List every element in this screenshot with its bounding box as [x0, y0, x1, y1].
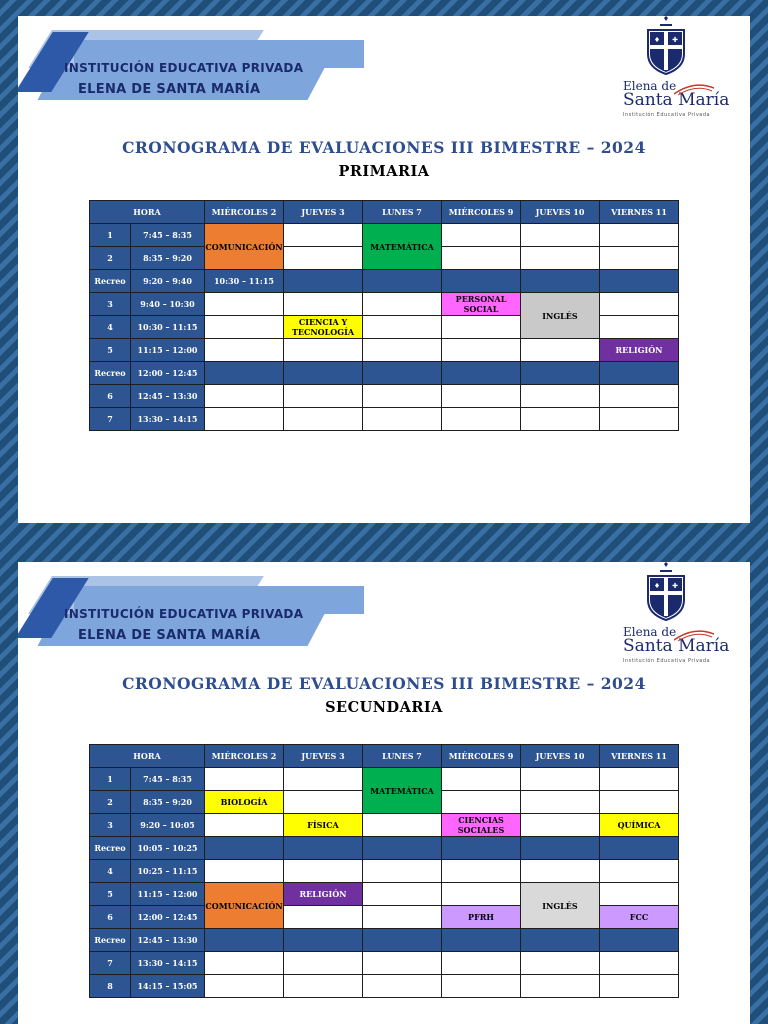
exam-cell: PFRH — [442, 906, 521, 929]
exam-cell: COMUNICACIÓN — [205, 883, 284, 929]
period-number: 4 — [90, 316, 131, 339]
empty-cell — [521, 791, 600, 814]
column-header: VIERNES 11 — [600, 745, 679, 768]
empty-cell — [521, 224, 600, 247]
empty-cell — [600, 224, 679, 247]
exam-cell: CIENCIA Y TECNOLOGÍA — [284, 316, 363, 339]
period-time: 7:45 – 8:35 — [131, 768, 205, 791]
table-row — [90, 339, 679, 362]
period-time: 9:20 – 9:40 — [131, 270, 205, 293]
empty-cell — [521, 860, 600, 883]
table-row — [90, 883, 679, 906]
column-header: LUNES 7 — [363, 745, 442, 768]
empty-cell — [442, 247, 521, 270]
school-name-line1: INSTITUCIÓN EDUCATIVA PRIVADA — [64, 61, 304, 75]
exam-cell: FCC — [600, 906, 679, 929]
period-time: 12:00 – 12:45 — [131, 362, 205, 385]
empty-cell — [205, 293, 284, 316]
table-row — [90, 975, 679, 998]
recess-row — [90, 837, 679, 860]
column-header: JUEVES 3 — [284, 201, 363, 224]
period-time: 9:40 – 10:30 — [131, 293, 205, 316]
period-time: 13:30 – 14:15 — [131, 952, 205, 975]
empty-cell — [521, 408, 600, 431]
empty-cell — [442, 339, 521, 362]
period-number: 2 — [90, 247, 131, 270]
empty-cell — [600, 768, 679, 791]
recess-label: Recreo — [90, 270, 131, 293]
period-time: 12:45 – 13:30 — [131, 929, 205, 952]
empty-cell — [284, 906, 363, 929]
empty-cell — [521, 247, 600, 270]
level-title: SECUNDARIA — [325, 699, 443, 716]
exam-cell: MATEMÁTICA — [363, 224, 442, 270]
period-time: 7:45 – 8:35 — [131, 224, 205, 247]
column-header: JUEVES 10 — [521, 201, 600, 224]
svg-text:✚: ✚ — [672, 36, 678, 44]
svg-text:♦: ♦ — [653, 582, 661, 590]
column-header: HORA — [90, 201, 205, 224]
period-number: 1 — [90, 768, 131, 791]
empty-cell — [363, 952, 442, 975]
logo-swoosh-icon — [674, 82, 714, 96]
column-header: JUEVES 10 — [521, 745, 600, 768]
period-time: 11:15 – 12:00 — [131, 883, 205, 906]
period-time: 14:15 – 15:05 — [131, 975, 205, 998]
empty-cell — [205, 768, 284, 791]
exam-cell: INGLÉS — [521, 293, 600, 339]
empty-cell — [442, 408, 521, 431]
column-header: MIÉRCOLES 2 — [205, 745, 284, 768]
empty-cell — [284, 293, 363, 316]
period-time: 8:35 – 9:20 — [131, 791, 205, 814]
table-header-row — [90, 745, 679, 768]
school-banner — [26, 22, 346, 102]
school-logo — [606, 16, 730, 126]
exam-cell: INGLÉS — [521, 883, 600, 929]
empty-cell — [284, 224, 363, 247]
schedule-title: CRONOGRAMA DE EVALUACIONES III BIMESTRE – 2024 — [122, 138, 646, 157]
empty-cell — [205, 814, 284, 837]
table-row — [90, 408, 679, 431]
recess-label: Recreo — [90, 837, 131, 860]
table-row — [90, 385, 679, 408]
period-number: 5 — [90, 339, 131, 362]
empty-cell — [600, 316, 679, 339]
period-time: 12:45 – 13:30 — [131, 385, 205, 408]
logo-swoosh-icon — [674, 628, 714, 642]
primaria-page — [18, 16, 750, 523]
logo-subtitle: Institución Educativa Privada — [623, 112, 711, 118]
exam-cell: QUÍMICA — [600, 814, 679, 837]
empty-cell — [521, 952, 600, 975]
level-title: PRIMARIA — [338, 163, 430, 180]
logo-name-line2: Santa María — [623, 636, 730, 656]
period-number: 5 — [90, 883, 131, 906]
empty-cell — [600, 883, 679, 906]
recess-label: Recreo — [90, 362, 131, 385]
empty-cell — [205, 952, 284, 975]
empty-cell — [284, 408, 363, 431]
primaria-schedule-table — [89, 200, 679, 431]
empty-cell — [363, 906, 442, 929]
school-logo — [606, 562, 730, 672]
shield-crest-icon — [606, 16, 726, 82]
column-header: JUEVES 3 — [284, 745, 363, 768]
empty-cell — [363, 975, 442, 998]
empty-cell — [205, 860, 284, 883]
shield-crest-icon — [606, 562, 726, 628]
empty-cell — [363, 339, 442, 362]
empty-cell — [205, 975, 284, 998]
empty-cell — [521, 814, 600, 837]
empty-cell — [284, 952, 363, 975]
table-row — [90, 293, 679, 316]
empty-cell — [600, 385, 679, 408]
empty-cell — [442, 952, 521, 975]
empty-cell — [284, 247, 363, 270]
empty-cell — [600, 860, 679, 883]
recess-row — [90, 362, 679, 385]
empty-cell — [363, 293, 442, 316]
exam-cell: MATEMÁTICA — [363, 768, 442, 814]
empty-cell — [521, 975, 600, 998]
empty-cell — [284, 791, 363, 814]
schedule-title: CRONOGRAMA DE EVALUACIONES III BIMESTRE – 2024 — [122, 674, 646, 693]
recess-note: 10:30 – 11:15 — [205, 270, 284, 293]
column-header: HORA — [90, 745, 205, 768]
period-number: 6 — [90, 385, 131, 408]
empty-cell — [600, 952, 679, 975]
empty-cell — [284, 385, 363, 408]
empty-cell — [600, 293, 679, 316]
svg-text:♦: ♦ — [653, 36, 661, 44]
exam-cell: RELIGIÓN — [600, 339, 679, 362]
school-name-line2: ELENA DE SANTA MARÍA — [78, 628, 261, 643]
empty-cell — [363, 814, 442, 837]
period-number: 6 — [90, 906, 131, 929]
logo-subtitle: Institución Educativa Privada — [623, 658, 711, 664]
school-name-line1: INSTITUCIÓN EDUCATIVA PRIVADA — [64, 607, 304, 621]
school-banner — [26, 568, 346, 648]
exam-cell: FÍSICA — [284, 814, 363, 837]
empty-cell — [363, 316, 442, 339]
logo-name-line1: Elena de — [623, 625, 677, 639]
period-time: 11:15 – 12:00 — [131, 339, 205, 362]
secundaria-schedule-table — [89, 744, 679, 998]
empty-cell — [205, 408, 284, 431]
empty-cell — [284, 975, 363, 998]
column-header: MIÉRCOLES 2 — [205, 201, 284, 224]
empty-cell — [442, 860, 521, 883]
table-row — [90, 814, 679, 837]
period-number: 2 — [90, 791, 131, 814]
empty-cell — [205, 385, 284, 408]
period-number: 7 — [90, 952, 131, 975]
recess-row — [90, 929, 679, 952]
empty-cell — [442, 224, 521, 247]
empty-cell — [521, 339, 600, 362]
secundaria-page — [18, 562, 750, 1024]
empty-cell — [521, 385, 600, 408]
column-header: MIÉRCOLES 9 — [442, 201, 521, 224]
empty-cell — [600, 247, 679, 270]
period-number: 4 — [90, 860, 131, 883]
column-header: MIÉRCOLES 9 — [442, 745, 521, 768]
table-row — [90, 860, 679, 883]
column-header: LUNES 7 — [363, 201, 442, 224]
period-time: 10:30 – 11:15 — [131, 316, 205, 339]
empty-cell — [442, 791, 521, 814]
exam-cell: PERSONAL SOCIAL — [442, 293, 521, 316]
empty-cell — [205, 339, 284, 362]
period-number: 8 — [90, 975, 131, 998]
recess-label: Recreo — [90, 929, 131, 952]
recess-row — [90, 270, 679, 293]
exam-cell: COMUNICACIÓN — [205, 224, 284, 270]
period-time: 10:05 – 10:25 — [131, 837, 205, 860]
empty-cell — [363, 860, 442, 883]
empty-cell — [442, 316, 521, 339]
empty-cell — [205, 316, 284, 339]
empty-cell — [442, 975, 521, 998]
period-number: 7 — [90, 408, 131, 431]
empty-cell — [363, 408, 442, 431]
exam-cell: CIENCIAS SOCIALES — [442, 814, 521, 837]
table-row — [90, 952, 679, 975]
logo-name-line2: Santa María — [623, 90, 730, 110]
empty-cell — [442, 385, 521, 408]
period-time: 13:30 – 14:15 — [131, 408, 205, 431]
table-row — [90, 768, 679, 791]
logo-name-line1: Elena de — [623, 79, 677, 93]
empty-cell — [363, 883, 442, 906]
empty-cell — [600, 975, 679, 998]
period-time: 12:00 – 12:45 — [131, 906, 205, 929]
empty-cell — [363, 385, 442, 408]
exam-cell: BIOLOGÍA — [205, 791, 284, 814]
empty-cell — [600, 408, 679, 431]
empty-cell — [284, 768, 363, 791]
period-time: 10:25 – 11:15 — [131, 860, 205, 883]
table-row — [90, 224, 679, 247]
school-name-line2: ELENA DE SANTA MARÍA — [78, 82, 261, 97]
table-header-row — [90, 201, 679, 224]
exam-cell: RELIGIÓN — [284, 883, 363, 906]
period-time: 9:20 – 10:05 — [131, 814, 205, 837]
empty-cell — [284, 339, 363, 362]
column-header: VIERNES 11 — [600, 201, 679, 224]
empty-cell — [442, 883, 521, 906]
period-number: 3 — [90, 814, 131, 837]
period-number: 3 — [90, 293, 131, 316]
empty-cell — [521, 768, 600, 791]
empty-cell — [284, 860, 363, 883]
period-number: 1 — [90, 224, 131, 247]
period-time: 8:35 – 9:20 — [131, 247, 205, 270]
empty-cell — [442, 768, 521, 791]
empty-cell — [600, 791, 679, 814]
svg-text:✚: ✚ — [672, 582, 678, 590]
